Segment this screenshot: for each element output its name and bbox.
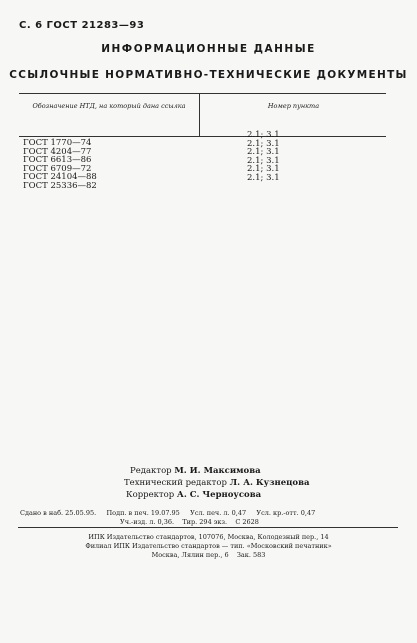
table-row-doc: ГОСТ 6709—72 xyxy=(23,163,92,174)
column-header-clause: Номер пункта xyxy=(267,102,320,110)
table-row-clause: 2.1; 3.1 xyxy=(247,147,280,157)
clause-numbers-list xyxy=(247,131,280,182)
table-row-doc: ГОСТ 24104—88 xyxy=(23,172,97,182)
credits-block xyxy=(124,465,310,501)
table-row-doc: ГОСТ 6613—86 xyxy=(23,155,92,165)
reference-table-header xyxy=(19,93,386,137)
reference-documents-list xyxy=(23,139,97,190)
table-row-clause: 2.1; 3.1 xyxy=(247,138,280,149)
table-row-clause: 2.1; 3.1 xyxy=(247,130,280,140)
table-row-clause: 2.1; 3.1 xyxy=(247,172,280,183)
publisher-line-2: Филиал ИПК Издательство стандартов — тип. «Московский печатник» xyxy=(85,542,332,550)
corrector-role: Корректор xyxy=(126,490,175,500)
table-row-clause: 2.1; 3.1 xyxy=(247,155,280,166)
table-row-doc: ГОСТ 1770—74 xyxy=(23,138,92,148)
publisher-line-1: ИПК Издательство стандартов, 107076, Москва, Колодезный пер., 14 xyxy=(88,533,329,541)
imprint-line-2: Уч.-изд. л. 0,36. Тир. 294 экз. С 2628 xyxy=(120,518,259,526)
section-title-references: ССЫЛОЧНЫЕ НОРМАТИВНО-ТЕХНИЧЕСКИЕ ДОКУМЕНТЫ xyxy=(9,69,408,81)
divider xyxy=(18,527,398,528)
editor-name: М. И. Максимова xyxy=(174,466,261,476)
publisher-line-3: Москва, Лялин пер., 6 Зак. 583 xyxy=(151,551,266,559)
editor-role: Редактор xyxy=(130,466,172,476)
page-header: С. 6 ГОСТ 21283—93 xyxy=(19,20,145,31)
table-row-doc: ГОСТ 25336—82 xyxy=(23,180,97,191)
table-row-doc: ГОСТ 4204—77 xyxy=(23,146,92,157)
corrector-name: А. С. Черноусова xyxy=(176,490,262,500)
tech-editor-role: Технический редактор xyxy=(124,478,227,488)
section-title-info: ИНФОРМАЦИОННЫЕ ДАННЫЕ xyxy=(101,43,316,55)
imprint-line-1: Сдано в наб. 25.05.95. Подп. в печ. 19.07.95 Усл. печ. л. 0,47 Усл. кр.-отт. 0,47 xyxy=(20,509,316,517)
column-header-document: Обозначение НТД, на который дана ссылка xyxy=(32,102,186,110)
table-row-clause: 2.1; 3.1 xyxy=(247,164,280,174)
tech-editor-name: Л. А. Кузнецова xyxy=(229,478,310,488)
column-divider xyxy=(199,94,200,136)
